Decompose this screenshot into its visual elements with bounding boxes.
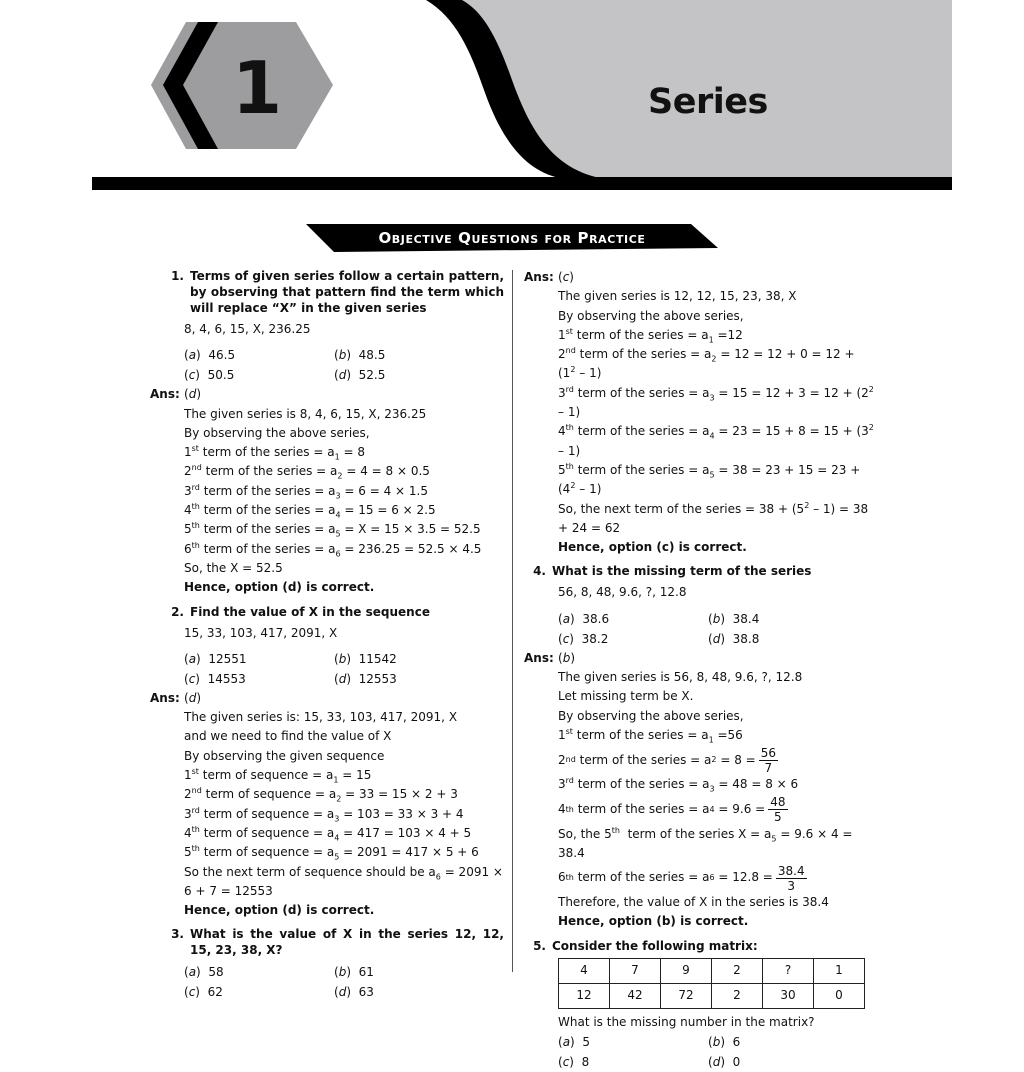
question-4: 4. What is the missing term of the series — [533, 564, 812, 579]
option-c: (c) 8 — [558, 1055, 590, 1070]
right-column — [524, 268, 874, 1072]
question-1-options — [150, 345, 504, 385]
fraction: $\frac{38.4}{3}$ — [777, 863, 805, 893]
question-1-series: 8, 4, 6, 15, X, 236.25 — [184, 322, 311, 336]
section-banner: Objective Questions for Practice — [378, 229, 646, 247]
option-a: (a) 58 — [184, 965, 224, 980]
answer-4: Ans: (b) — [524, 650, 575, 665]
question-1: 1. Terms of given series follow a certain pattern, by observing that pattern find the term which will replace “X” in the given series — [171, 269, 504, 315]
question-4-series: 56, 8, 48, 9.6, ?, 12.8 — [558, 585, 687, 600]
option-d: (d) 52.5 — [334, 368, 386, 383]
question-4-options — [524, 609, 874, 649]
option-c: (c) 50.5 — [184, 368, 235, 383]
chapter-number: 1 — [231, 46, 283, 130]
table-row: 4 7 9 2 ? 1 — [559, 958, 865, 983]
option-b: (b) 38.4 — [708, 611, 760, 626]
answer-1-body: The given series is 8, 4, 6, 15, X, 236.25 By observing the above series, 1st term of the series = $a_1 = 8$ 2nd term of the series = $a_2 = 4 = 8 \times 0.5$ 3rd term of the series = $a_3 = 6 = 4 \times 1.5$ 4th term of the series = $a_4 = 15 = 6 \times 2.5$ 5th term of the series = $a_5 = X = 15 \times 3.5 = 52.5$ 6th term of the series = $a_6 = 236.25 = 52.5 \times 4.5$ So, the X = 52.5 Hence, option (d) is correct. — [184, 406, 482, 595]
question-3: 3. What is the value of X in the series 12, 12, 15, 23, 38, X? — [171, 927, 504, 958]
question-5-options — [524, 1032, 874, 1072]
matrix-table — [558, 958, 865, 1009]
option-b: (b) 6 — [708, 1035, 741, 1050]
table-row: 12 42 72 2 30 0 — [559, 983, 865, 1008]
answer-2-body: The given series is: 15, 33, 103, 417, 2091, X and we need to find the value of X By observing the given sequence 1st term of sequence = $a_1 = 15$ 2nd term of sequence = $a_2 = 33 = 15 \times 2 + 3$ 3rd term of sequence = $a_3 = 103 = 33 \times 3 + 4$ 4th term of sequence = $a_4 = 417 = 103 \times 4 + 5$ 5th term of sequence = $a_5 = 2091 = 417 \times 5 + 6$ So the next term of sequence should be $a_6 = 2091 \times 6 + 7 = 12553$ Hence, option (d) is correct. — [184, 710, 503, 918]
column-divider — [512, 270, 513, 972]
option-a: (a) 38.6 — [558, 611, 610, 626]
answer-2: Ans: (d) — [150, 690, 201, 705]
answer-3: Ans: (c) — [524, 270, 574, 284]
answer-3-body: The given series is 12, 12, 15, 23, 38, X By observing the above series, 1st term of the series = $a_1 =12$ 2nd term of the series = $a_2 = 12 = 12 + 0 = 12 + (1^2 - 1)$ 3rd term of the series = $a_3 = 15 = 12 + 3 = 12 + (2^2 - 1)$ 4th term of the series = $a_4 = 23 = 15 + 8 = 15 + (3^2 - 1)$ 5th term of the series = $a_5 = 38 = 23 + 15 = 23 + (4^2 - 1)$ So, the next term of the series = $38 + (5^2 - 1) = 38 + 24 = 62$ Hence, option (c) is correct. — [558, 289, 874, 555]
fraction: $\frac{48}{5}$ — [770, 795, 786, 825]
left-column — [150, 268, 504, 1002]
option-c: (c) 38.2 — [558, 631, 609, 646]
option-a: (a) 46.5 — [184, 348, 236, 363]
question-2-series: 15, 33, 103, 417, 2091, X — [184, 625, 338, 640]
chapter-header-graphic — [0, 0, 1024, 200]
option-b: (b) 11542 — [334, 651, 397, 666]
answer-4-body: The given series is 56, 8, 48, 9.6, ?, 12.8 Let missing term be X. By observing the above series, 1st term of the series = $a_1 =56$ 2 nd term of the series = a 2 = 8 = $\frac{56}{7}$ 3rd term of the series = $a_3 = 48 = 8 \times 6$ 4 th term of the series = a 4 = 9.6 = $\frac{48}{5}$ So, the 5th term of the series $X = a_5 = 9.6 \times 4 = 38.4$ 6 th term of the series = a 6 = 12.8 = $\frac{38.4}{3}$ Therefore, the value of X in the series is 38.4 Hence, option (b) is correct. — [558, 670, 853, 929]
option-d: (d) 12553 — [334, 671, 397, 686]
question-2: 2. Find the value of X in the sequence — [171, 604, 430, 619]
answer-1: Ans: (d) — [150, 387, 201, 402]
option-a: (a) 12551 — [184, 651, 247, 666]
question-3-options — [150, 962, 504, 1002]
question-2-options — [150, 649, 504, 689]
chapter-title: Series — [648, 82, 768, 122]
option-d: (d) 38.8 — [708, 631, 760, 646]
option-c: (c) 14553 — [184, 671, 246, 686]
option-a: (a) 5 — [558, 1035, 590, 1050]
question-5: 5. Consider the following matrix: — [533, 938, 758, 953]
option-c: (c) 62 — [184, 985, 223, 1000]
option-d: (d) 0 — [708, 1055, 741, 1070]
fraction: $\frac{56}{7}$ — [760, 745, 776, 775]
question-5-prompt: What is the missing number in the matrix? — [558, 1014, 815, 1029]
option-d: (d) 63 — [334, 985, 374, 1000]
option-b: (b) 48.5 — [334, 348, 386, 363]
option-b: (b) 61 — [334, 965, 374, 980]
